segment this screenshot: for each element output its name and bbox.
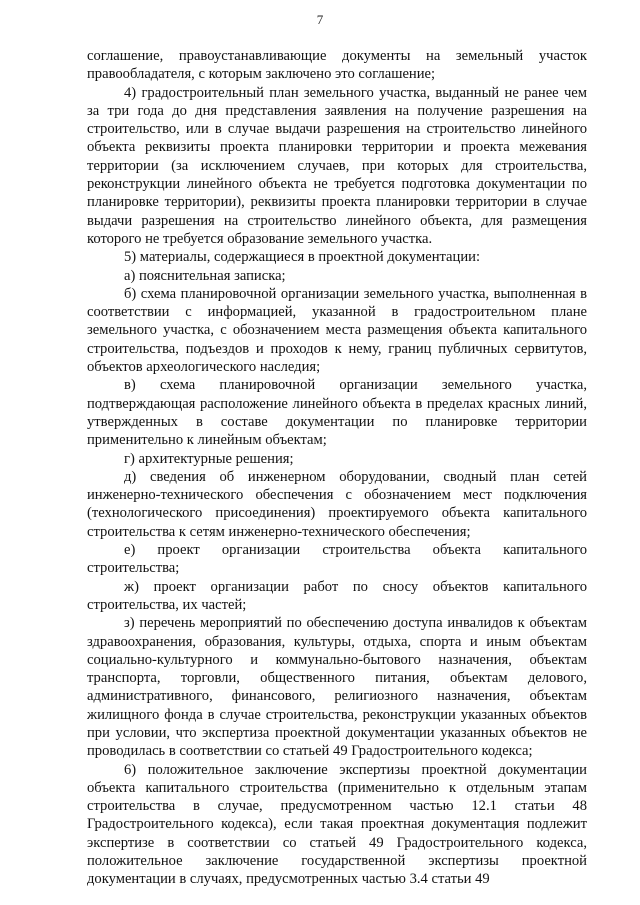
- paragraph: з) перечень мероприятий по обеспечению доступа инвалидов к объектам здравоохранения, образования, культуры, отдыха, спорта и иным объектам социально-культурного и коммунально-бытового назначения, объектам транспорта, торговли, общественного питания, объектам делового, административного, финансового, религиозного назначения, объектам жилищного фонда в случае строительства, реконструкции указанных объектов при условии, что экспертиза проектной документации указанных объектов не проводилась в соответствии со статьей 49 Градостроительного кодекса;: [87, 615, 587, 760]
- paragraph: ж) проект организации работ по сносу объектов капитального строительства, их частей;: [87, 578, 587, 613]
- paragraph: а) пояснительная записка;: [124, 267, 286, 284]
- paragraph: б) схема планировочной организации земельного участка, выполненная в соответствии с информацией, указанной в градостроительном плане земельного участка, с обозначением места размещения объекта капитального строительства, подъездов и проходов к нему, границ публичных сервитутов, объектов археологического наследия;: [87, 285, 587, 376]
- document-body: [87, 47, 587, 889]
- paragraph: д) сведения об инженерном оборудовании, сводный план сетей инженерно-технического обеспечения с обозначением мест подключения (технологического присоединения) проектируемого объекта капитального строительства к сетям инженерно-технического обеспечения;: [87, 468, 587, 540]
- paragraph: г) архитектурные решения;: [124, 450, 294, 467]
- paragraph: е) проект организации строительства объекта капитального строительства;: [87, 542, 587, 577]
- paragraph: в) схема планировочной организации земельного участка, подтверждающая расположение линейного объекта в пределах красных линий, утвержденных в составе документации по планировке территории применительно к линейным объектам;: [87, 377, 587, 449]
- paragraph: соглашение, правоустанавливающие документы на земельный участок правообладателя, с которым заключено это соглашение;: [87, 48, 587, 83]
- page-number: 7: [316, 12, 324, 27]
- paragraph: 5) материалы, содержащиеся в проектной документации:: [124, 249, 481, 266]
- paragraph: 4) градостроительный план земельного участка, выданный не ранее чем за три года до дня представления заявления на получение разрешения на строительство, или в случае выдачи разрешения на строительство линейного объекта реквизиты проекта планировки территории и проекта межевания территории (за исключением случаев, при которых для строительства, реконструкции линейного объекта не требуется подготовка документации по планировке территории), реквизиты проекта планировки территории в случае выдачи разрешения на строительство линейного объекта, для размещения которого не требуется образование земельного участка.: [87, 84, 587, 247]
- paragraph: 6) положительное заключение экспертизы проектной документации объекта капитального строительства (применительно к отдельным этапам строительства в случае, предусмотренном частью 12.1 статьи 48 Градостроительного кодекса), если такая проектная документация подлежит экспертизе в соответствии со статьей 49 Градостроительного кодекса, положительное заключение государственной экспертизы проектной документации в случаях, предусмотренных частью 3.4 статьи 49: [87, 761, 587, 888]
